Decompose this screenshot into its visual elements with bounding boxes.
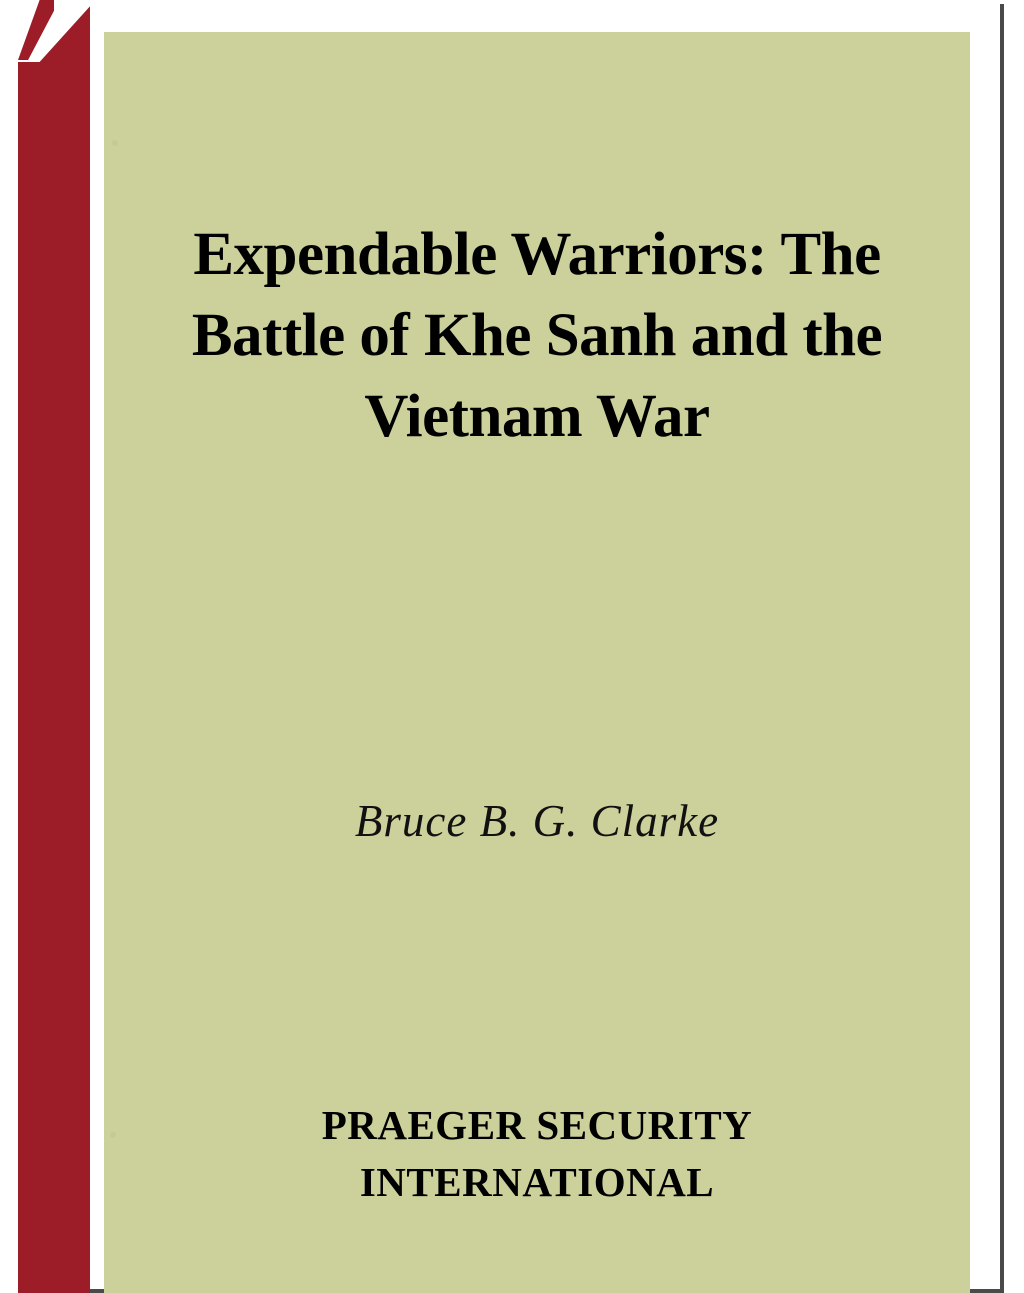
book-author: Bruce B. G. Clarke <box>354 796 720 846</box>
publisher-line-1: PRAEGER SECURITY <box>321 1102 753 1148</box>
publisher-imprint <box>104 1097 970 1210</box>
book-spine <box>18 0 90 1293</box>
book-title: Expendable Warriors: The Battle of Khe Sanh and the Vietnam War <box>191 221 883 451</box>
cover-front-panel <box>104 32 970 1293</box>
publisher-line-2: INTERNATIONAL <box>359 1158 715 1205</box>
panel-speck <box>112 140 118 146</box>
cover-content <box>104 32 970 1293</box>
